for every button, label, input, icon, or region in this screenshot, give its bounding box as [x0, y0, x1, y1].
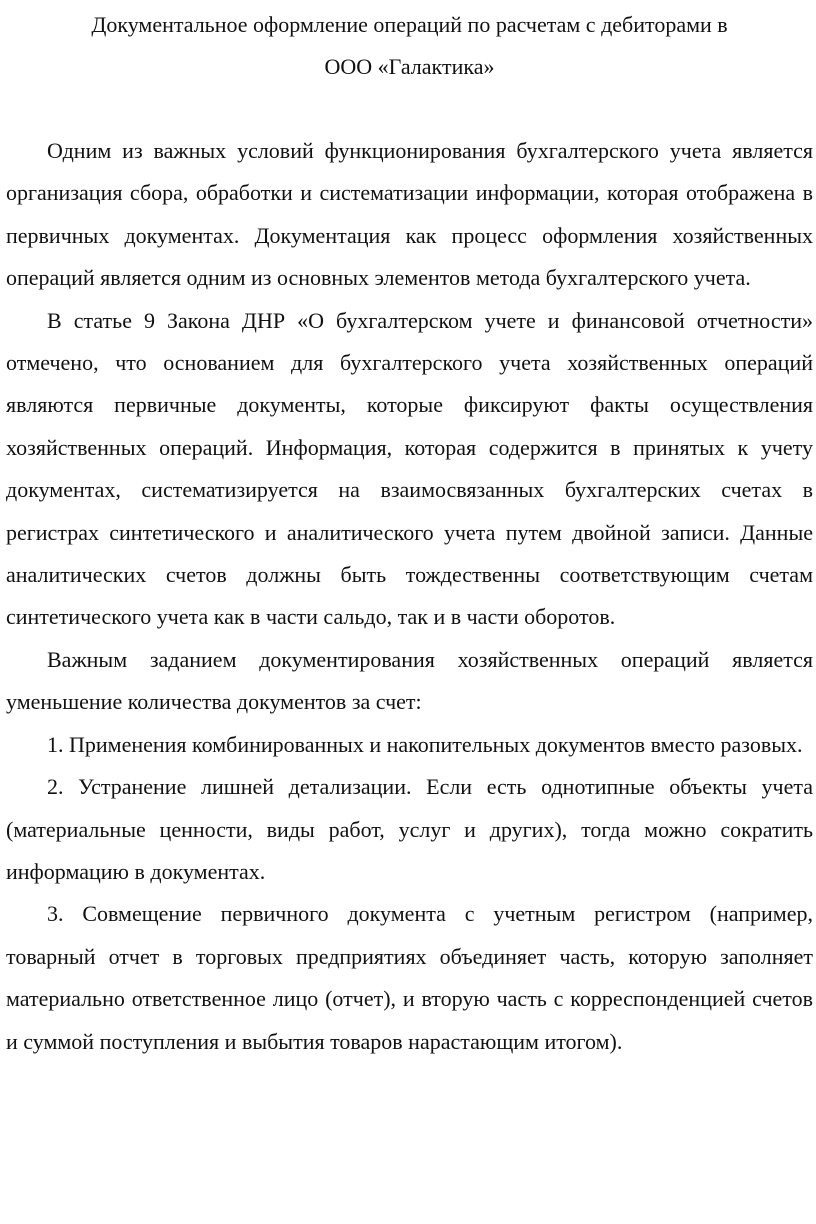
title-line-1: Документальное оформление операций по расчетам с дебиторами в [91, 12, 728, 37]
list-item-2: 2. Устранение лишней детализации. Если есть однотипные объекты учета (материальные ценности, виды работ, услуг и других), тогда можно сократить информацию в документах. [6, 774, 813, 884]
title-line-2: ООО «Галактика» [324, 54, 495, 79]
paragraph-task: Важным заданием документирования хозяйственных операций является уменьшение количества документов за счет: [6, 646, 813, 715]
list-item-3: 3. Совмещение первичного документа с учетным регистром (например, товарный отчет в торговых предприятиях объединяет часть, которую заполняет материально ответственное лицо (отчет), и вторую часть с корреспонденцией счетов и суммой поступления и выбытия товаров нарастающим итогом). [6, 901, 813, 1054]
list-item-1: 1. Применения комбинированных и накопительных документов вместо разовых. [47, 731, 803, 757]
paragraph-intro: Одним из важных условий функционирования бухгалтерского учета является организация сбора, обработки и систематизации информации, которая отображена в первичных документах. Документация как процесс оформления хозяйственных операций является одним из основных элементов метода бухгалтерского учета. [6, 138, 813, 291]
paragraph-law-article: В статье 9 Закона ДНР «О бухгалтерском учете и финансовой отчетности» отмечено, что основанием для бухгалтерского учета хозяйственных операций являются первичные документы, которые фиксируют факты осуществления хозяйственных операций. Информация, которая содержится в принятых к учету документах, систематизируется на взаимосвязанных бухгалтерских счетах в регистрах синтетического и аналитического учета путем двойной записи. Данные аналитических счетов должны быть тождественны соответствующим счетам синтетического учета как в части сальдо, так и в части оборотов. [6, 307, 813, 630]
document-title [6, 0, 813, 88]
title-spacer [6, 88, 813, 130]
